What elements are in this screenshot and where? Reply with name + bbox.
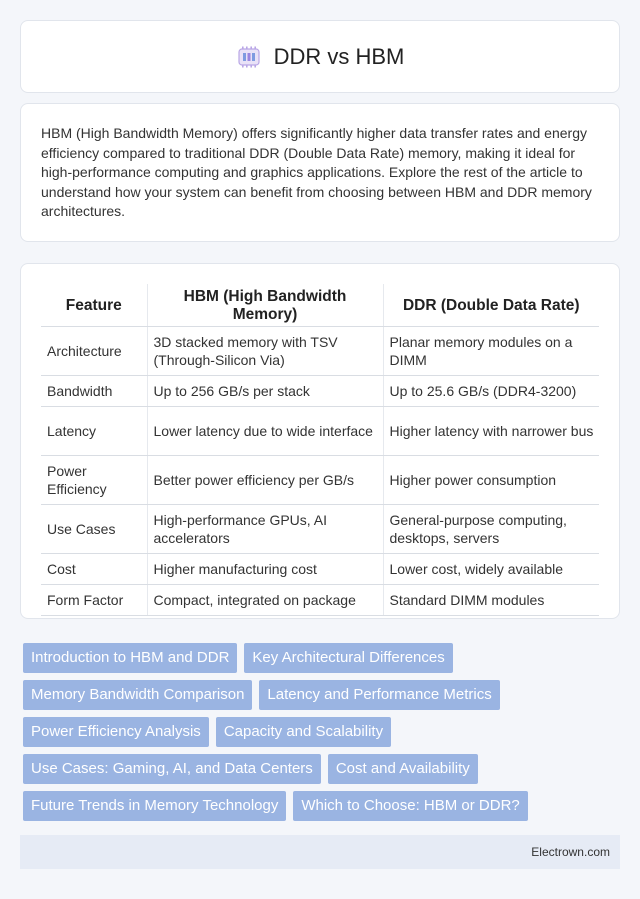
topic-tags bbox=[23, 643, 623, 828]
table-row bbox=[41, 376, 599, 407]
cell-feature: Form Factor bbox=[41, 585, 147, 616]
footer bbox=[20, 835, 620, 869]
tag-power-efficiency[interactable]: Power Efficiency Analysis bbox=[23, 717, 209, 747]
tag-capacity-scalability[interactable]: Capacity and Scalability bbox=[216, 717, 391, 747]
table-row bbox=[41, 585, 599, 616]
tag-introduction[interactable]: Introduction to HBM and DDR bbox=[23, 643, 237, 673]
tag-which-to-choose[interactable]: Which to Choose: HBM or DDR? bbox=[293, 791, 527, 821]
memory-chip-icon bbox=[236, 46, 262, 68]
page-title: DDR vs HBM bbox=[273, 43, 405, 69]
cell-hbm: Compact, integrated on package bbox=[147, 585, 383, 616]
title-wrap bbox=[236, 44, 405, 70]
cell-feature: Use Cases bbox=[41, 505, 147, 554]
tag-row bbox=[23, 717, 623, 747]
table-row bbox=[41, 327, 599, 376]
table-header-row bbox=[41, 284, 599, 327]
cell-ddr: Higher latency with narrower bus bbox=[383, 407, 599, 456]
cell-ddr: General-purpose computing, desktops, servers bbox=[383, 505, 599, 554]
tag-row bbox=[23, 680, 623, 710]
footer-source[interactable]: Electrown.com bbox=[531, 845, 610, 859]
cell-hbm: Up to 256 GB/s per stack bbox=[147, 376, 383, 407]
cell-feature: Latency bbox=[41, 407, 147, 456]
cell-ddr: Planar memory modules on a DIMM bbox=[383, 327, 599, 376]
tag-row bbox=[23, 791, 623, 821]
cell-ddr: Lower cost, widely available bbox=[383, 554, 599, 585]
tag-use-cases[interactable]: Use Cases: Gaming, AI, and Data Centers bbox=[23, 754, 321, 784]
cell-hbm: High-performance GPUs, AI accelerators bbox=[147, 505, 383, 554]
intro-text: HBM (High Bandwidth Memory) offers significantly higher data transfer rates and energy efficiency compared to traditional DDR (Double Data Rate) memory, making it ideal for high-performance computing and graphics applications. Explore the rest of the article to understand how your system can benefit from choosing between HBM and DDR memory architectures. bbox=[41, 125, 592, 219]
header-ddr: DDR (Double Data Rate) bbox=[383, 284, 599, 327]
tag-row bbox=[23, 643, 623, 673]
tag-latency-performance[interactable]: Latency and Performance Metrics bbox=[259, 680, 499, 710]
table-row bbox=[41, 407, 599, 456]
cell-feature: Bandwidth bbox=[41, 376, 147, 407]
cell-hbm: 3D stacked memory with TSV (Through-Silicon Via) bbox=[147, 327, 383, 376]
cell-ddr: Up to 25.6 GB/s (DDR4-3200) bbox=[383, 376, 599, 407]
table-row bbox=[41, 505, 599, 554]
tag-cost-availability[interactable]: Cost and Availability bbox=[328, 754, 478, 784]
cell-hbm: Higher manufacturing cost bbox=[147, 554, 383, 585]
table-row bbox=[41, 456, 599, 505]
header-feature: Feature bbox=[41, 284, 147, 327]
header-hbm: HBM (High Bandwidth Memory) bbox=[147, 284, 383, 327]
cell-hbm: Lower latency due to wide interface bbox=[147, 407, 383, 456]
tag-bandwidth-comparison[interactable]: Memory Bandwidth Comparison bbox=[23, 680, 252, 710]
comparison-table bbox=[41, 284, 599, 616]
table-row bbox=[41, 554, 599, 585]
tag-row bbox=[23, 754, 623, 784]
tag-future-trends[interactable]: Future Trends in Memory Technology bbox=[23, 791, 286, 821]
cell-hbm: Better power efficiency per GB/s bbox=[147, 456, 383, 505]
cell-feature: Architecture bbox=[41, 327, 147, 376]
cell-ddr: Standard DIMM modules bbox=[383, 585, 599, 616]
cell-feature: Cost bbox=[41, 554, 147, 585]
tag-architectural-differences[interactable]: Key Architectural Differences bbox=[244, 643, 452, 673]
comparison-table-card bbox=[20, 263, 620, 619]
cell-feature: Power Efficiency bbox=[41, 456, 147, 505]
intro-card bbox=[20, 103, 620, 242]
cell-ddr: Higher power consumption bbox=[383, 456, 599, 505]
title-card bbox=[20, 20, 620, 93]
